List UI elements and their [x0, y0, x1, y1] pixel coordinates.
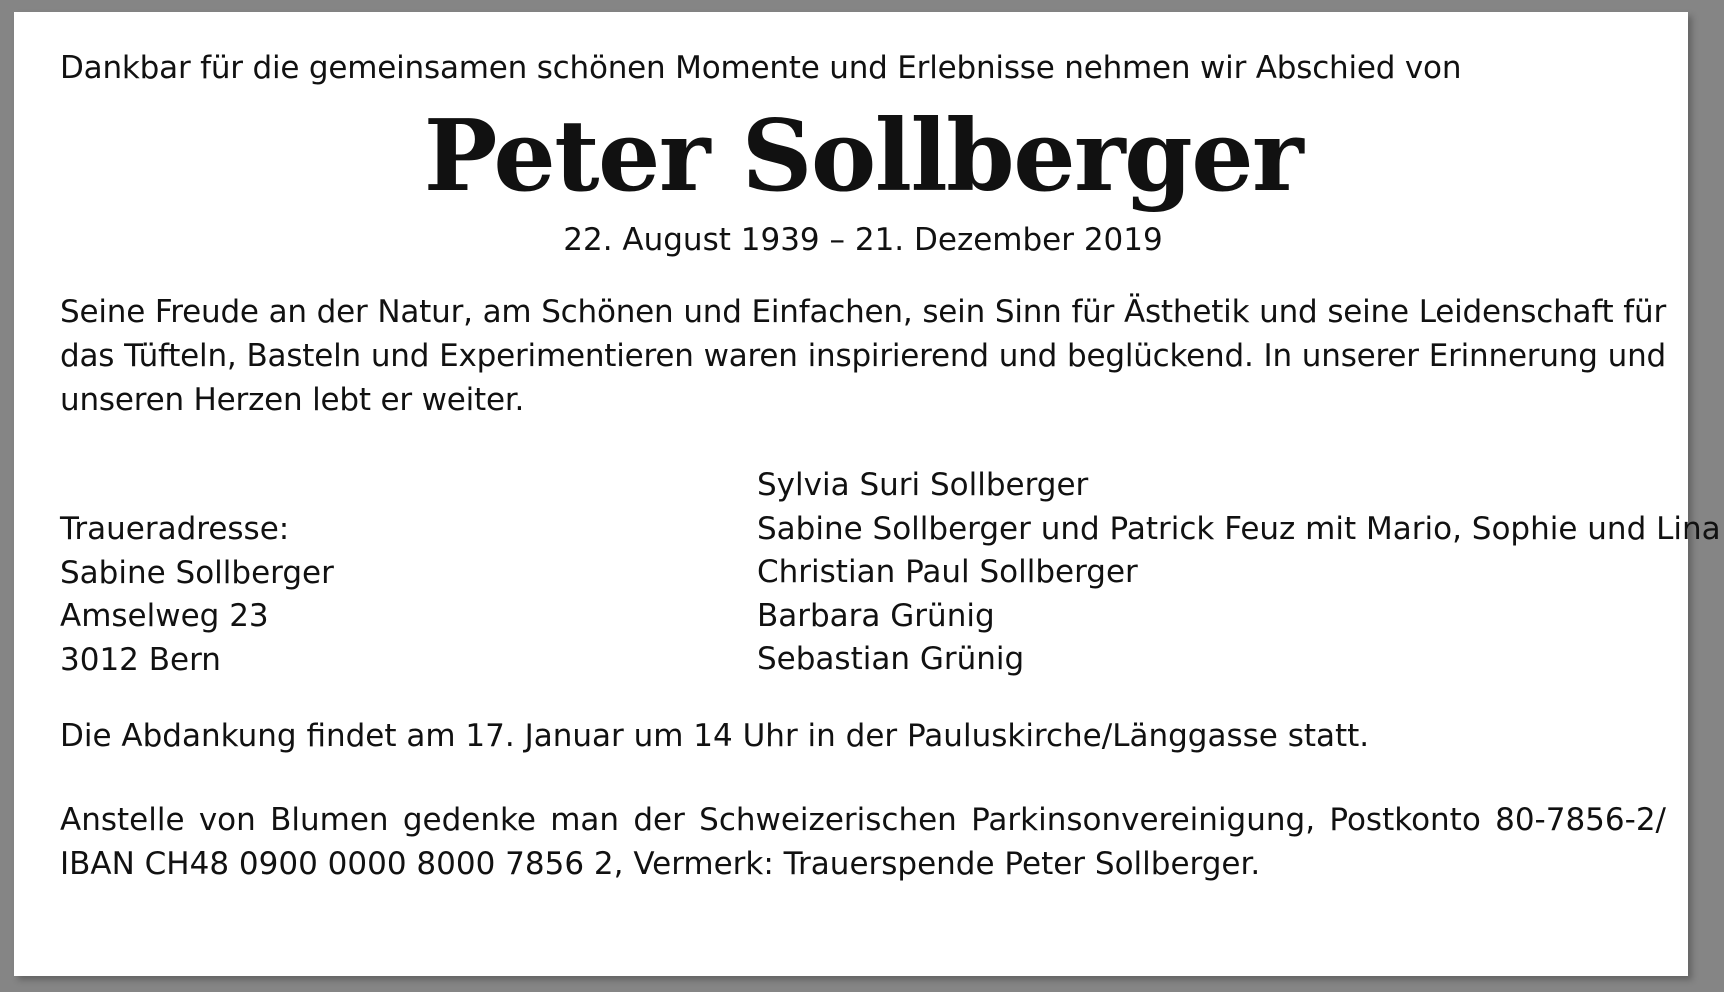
family-member: Sabine Sollberger und Patrick Feuz mit Mario, Sophie und Lina [757, 510, 1721, 547]
service-info: Die Abdankung findet am 17. Januar um 14 Uhr in der Pauluskirche/Länggasse statt. [60, 718, 1370, 754]
obituary-content [60, 48, 1721, 886]
intro-text: Dankbar für die gemeinsamen schönen Momente und Erlebnisse nehmen wir Abschied von [60, 50, 1462, 86]
address-family-section [60, 464, 1721, 684]
obituary-card [14, 12, 1721, 976]
address-line: 3012 Bern [60, 641, 221, 678]
family-member: Christian Paul Sollberger [757, 554, 1138, 590]
address-line: Amselweg 23 [60, 598, 269, 634]
address-line: Sabine Sollberger [60, 554, 334, 591]
address-label: Traueradresse: [60, 511, 290, 547]
family-member: Barbara Grünig [757, 597, 995, 634]
donation-info [60, 798, 1666, 886]
deceased-name: Peter Sollberger [423, 99, 1303, 214]
tribute-text: Seine Freude an der Natur, am Schönen und Einfachen, sein Sinn für Ästhetik und seine Leidenschaft für das Tüfteln, Basteln und Experimentieren waren inspirierend und beglückend. In unserer Erinnerung und unseren Herzen lebt er weiter. [60, 294, 1666, 418]
donation-line: IBAN CH48 0900 0000 8000 7856 2, Vermerk: Trauerspende Peter Sollberger. [60, 846, 1261, 882]
family-list [757, 464, 1721, 682]
family-member: Sebastian Grünig [757, 641, 1025, 677]
life-dates: 22. August 1939 – 21. Dezember 2019 [563, 222, 1163, 258]
mourning-address [60, 508, 334, 682]
donation-line: Anstelle von Blumen gedenke man der Schweizerischen Parkinsonvereinigung, Postkonto 80-7856-2/ [60, 802, 1666, 838]
family-member: Sylvia Suri Sollberger [757, 467, 1089, 503]
